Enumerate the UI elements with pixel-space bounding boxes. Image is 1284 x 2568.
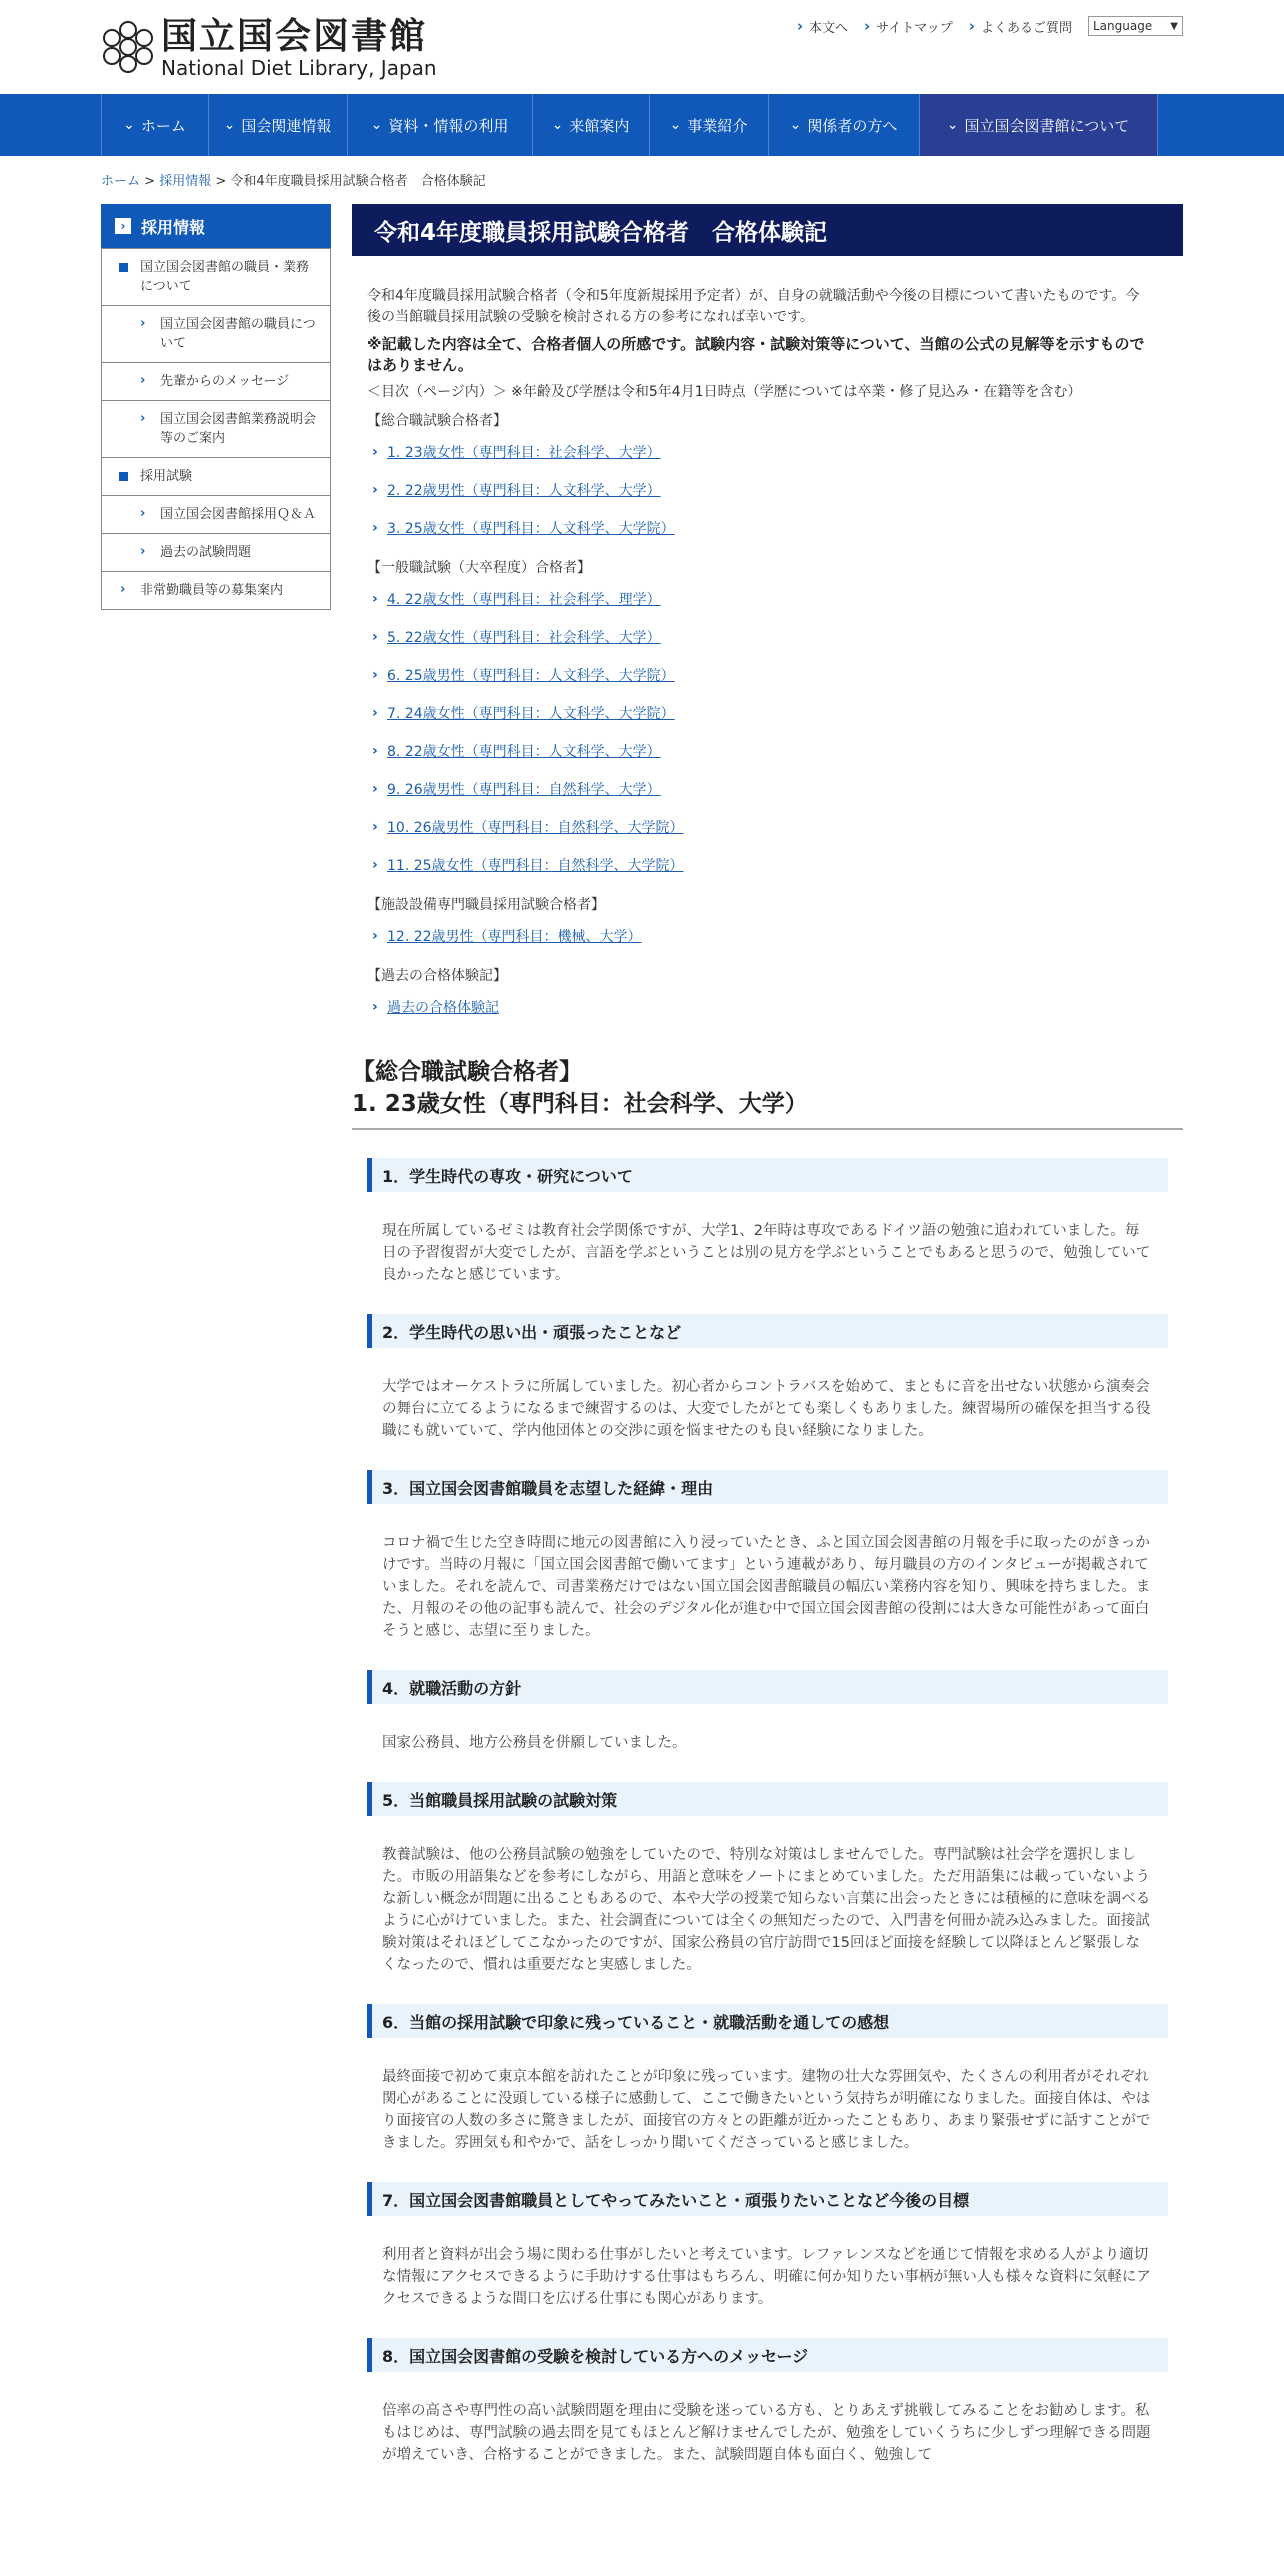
nav-projects[interactable]: ⌄ 事業紹介 [650, 94, 769, 156]
answer-text: コロナ禍で生じた空き時間に地元の図書館に入り浸っていたとき、ふと国立国会図書館の月報を手に取ったのがきっかけです。当時の月報に「国立国会図書館で働いてます」という連載があり、毎月職員の方のインタビューが掲載されていました。それを読んで、司書業務だけではない国立国会図書館職員の幅広い業務内容を知り、興味を持ちました。また、月報のその他の記事も読んで、社会のデジタル化が進む中で国立国会図書館の役割には大きな可能性があって面白そうと感じ、志望に至りました。 [382, 1535, 1151, 1639]
chevron-right-icon: › [115, 218, 131, 234]
toc-group-heading: 【過去の合格体験記】 [367, 968, 507, 984]
toc-group-heading: 【総合職試験合格者】 [367, 413, 507, 429]
toc-link[interactable]: 過去の合格体験記 [387, 1000, 499, 1016]
toc-link[interactable]: 11. 25歳女性（専門科目：自然科学、大学院） [387, 858, 684, 874]
answer-text: 教養試験は、他の公務員試験の勉強をしていたので、特別な対策はしませんでした。専門試験は社会学を選択しました。市販の用語集などを参考にしながら、用語と意味をノートにまとめていました。ただ用語集には載っていないような新しい概念が問題に出ることもあるので、本や大学の授業で知らない言葉に出会ったときには積極的に意味を調べるように心がけていました。また、社会調査については全くの無知だったので、入門書を何冊か読み込みました。面接試験対策はそれほどしてこなかったのですが、国家公務員の官庁訪問で15回ほど面接を経験して以降ほとんど緊張しなくなったので、慣れは重要だなと実感しました。 [382, 1847, 1151, 1973]
toc-link[interactable]: 3. 25歳女性（専門科目：人文科学、大学院） [387, 521, 675, 537]
question-heading: 1．学生時代の専攻・研究について [367, 1158, 1168, 1192]
toc-note: ＜目次（ページ内）＞ ※年齢及び学歴は令和5年4月1日時点（学歴については卒業・修了見込み・在籍等を含む） [367, 384, 1082, 400]
toc-item [367, 520, 1153, 539]
toc-item [367, 705, 1153, 724]
emblem-icon [101, 20, 155, 74]
toc-list [367, 928, 1153, 947]
toc-link[interactable]: 2. 22歳男性（専門科目：人文科学、大学） [387, 483, 661, 499]
toc-link[interactable]: 9. 26歳男性（専門科目：自然科学、大学） [387, 782, 661, 798]
toc-item [367, 999, 1153, 1018]
question-heading: 6．当館の採用試験で印象に残っていること・就職活動を通しての感想 [367, 2004, 1168, 2038]
section-heading [352, 1056, 1183, 1130]
chevron-down-icon: ⌄ [551, 117, 564, 133]
question-heading: 3．国立国会図書館職員を志望した経緯・理由 [367, 1470, 1168, 1504]
question-heading: 7．国立国会図書館職員としてやってみたいこと・頑張りたいことなど今後の目標 [367, 2182, 1168, 2216]
sidebar-item-senior-messages[interactable]: › 先輩からのメッセージ [102, 362, 330, 400]
chevron-down-icon: ⌄ [370, 117, 383, 133]
nav-visit[interactable]: ⌄ 来館案内 [533, 94, 650, 156]
language-select-label: Language [1093, 19, 1153, 33]
chevron-down-icon: ⌄ [946, 117, 959, 133]
site-logo[interactable] [101, 16, 481, 82]
nav-resources[interactable]: ⌄ 資料・情報の利用 [348, 94, 533, 156]
question-heading: 2．学生時代の思い出・頑張ったことなど [367, 1314, 1168, 1348]
toc-link[interactable]: 1. 23歳女性（専門科目：社会科学、大学） [387, 445, 661, 461]
answer-text: 最終面接で初めて東京本館を訪れたことが印象に残っています。建物の壮大な雰囲気や、たくさんの利用者がそれぞれ関心があることに没頭している様子に感動して、ここで働きたいという気持ちが明確になりました。面接自体は、やはり面接官の人数の多さに驚きましたが、面接官の方々との距離が近かったこともあり、あまり緊張せずに話すことができました。雰囲気も和やかで、話をしっかり聞いてくださっていると感じました。 [382, 2069, 1151, 2151]
answer-text: 大学ではオーケストラに所属していました。初心者からコントラバスを始めて、まともに音を出せない状態から演奏会の舞台に立てるようになるまで練習するのは、大変でしたがとても楽しくもありました。練習場所の確保を担当する役職にも就いていて、学内他団体との交渉に頭を悩ませたのも良い経験になりました。 [382, 1379, 1151, 1439]
answer-text: 倍率の高さや専門性の高い試験問題を理由に受験を迷っている方も、とりあえず挑戦してみることをお勧めします。私もはじめは、専門試験の過去問を見てもほとんど解けませんでしたが、勉強をしていくうちに少しずつ理解できる問題が増えていき、合格することができました。また、試験問題自体も面白く、勉強して [382, 2403, 1151, 2463]
sidebar-item-faq[interactable]: › 国立国会図書館採用Ｑ＆Ａ [102, 495, 330, 533]
sidebar-item-about-staff[interactable]: › 国立国会図書館の職員について [102, 305, 330, 362]
toc-item [367, 781, 1153, 800]
toc-link[interactable]: 4. 22歳女性（専門科目：社会科学、理学） [387, 592, 661, 608]
nav-about[interactable]: ⌄ 国立国会図書館について [920, 94, 1158, 156]
answer-text: 現在所属しているゼミは教育社会学関係ですが、大学1、2年時は専攻であるドイツ語の勉強に追われていました。毎日の予習復習が大変でしたが、言語を学ぶということは別の見方を学ぶということでもあると思うので、勉強していて良かったなと感じています。 [382, 1223, 1151, 1283]
sidebar [101, 204, 331, 610]
skip-to-content-link[interactable]: › 本文へ [797, 17, 848, 36]
faq-link[interactable]: › よくあるご質問 [969, 17, 1072, 36]
question-heading: 5．当館職員採用試験の試験対策 [367, 1782, 1168, 1816]
breadcrumb-separator: > [211, 174, 231, 189]
toc-item [367, 629, 1153, 648]
sidebar-item-staff-work[interactable]: 国立国会図書館の職員・業務について [102, 248, 330, 305]
breadcrumb [101, 156, 1183, 190]
sidebar-item-exam[interactable]: 採用試験 [102, 457, 330, 495]
intro-text: 令和4年度職員採用試験合格者（令和5年度新規採用予定者）が、自身の就職活動や今後の目標について書いたものです。今後の当館職員採用試験の受験を検討される方の参考になれば幸いです。 [367, 288, 1140, 325]
utility-links [781, 16, 1183, 36]
main-content [352, 204, 1183, 2466]
intro-disclaimer: ※記載した内容は全て、合格者個人の所感です。試験内容・試験対策等について、当館の公式の見解等を示すものではありません。 [367, 335, 1145, 374]
toc-item [367, 743, 1153, 762]
answer-text: 利用者と資料が出会う場に関わる仕事がしたいと考えています。レファレンスなどを通じて情報を求める人がより適切な情報にアクセスできるように手助けする仕事はもちろん、明確に何か知りたい事柄が無い人も様々な資料に気軽にアクセスできるような間口を広げる仕事にも関心があります。 [382, 2247, 1151, 2307]
language-select[interactable] [1088, 16, 1183, 36]
global-nav [0, 94, 1284, 156]
chevron-down-icon: ⌄ [669, 117, 682, 133]
sidebar-item-briefings[interactable]: › 国立国会図書館業務説明会等のご案内 [102, 400, 330, 457]
toc-item [367, 857, 1153, 876]
toc-group-heading: 【施設設備専門職員採用試験合格者】 [367, 897, 605, 913]
toc-item [367, 928, 1153, 947]
toc-item [367, 444, 1153, 463]
breadcrumb-recruit-link[interactable]: 採用情報 [159, 174, 212, 189]
question-heading: 8．国立国会図書館の受験を検討している方へのメッセージ [367, 2338, 1168, 2372]
toc-link[interactable]: 12. 22歳男性（専門科目：機械、大学） [387, 929, 642, 945]
chevron-down-icon: ⌄ [789, 117, 802, 133]
toc-item [367, 819, 1153, 838]
chevron-down-icon: ▼ [1170, 20, 1178, 32]
toc-link[interactable]: 8. 22歳女性（専門科目：人文科学、大学） [387, 744, 661, 760]
sitemap-link[interactable]: › サイトマップ [864, 17, 953, 36]
site-header [0, 0, 1284, 94]
logo-japanese: 国立国会図書館 [161, 15, 428, 57]
toc-link[interactable]: 5. 22歳女性（専門科目：社会科学、大学） [387, 630, 661, 646]
nav-stakeholders[interactable]: ⌄ 関係者の方へ [769, 94, 920, 156]
nav-home[interactable]: ⌄ ホーム [102, 94, 209, 156]
toc-link[interactable]: 6. 25歳男性（専門科目：人文科学、大学院） [387, 668, 675, 684]
toc-item [367, 482, 1153, 501]
sidebar-item-part-time[interactable]: › 非常勤職員等の募集案内 [102, 571, 330, 609]
sidebar-item-past-exams[interactable]: › 過去の試験問題 [102, 533, 330, 571]
section-group-title: 【総合職試験合格者】 [352, 1059, 582, 1085]
breadcrumb-separator: > [140, 174, 160, 189]
sidebar-title[interactable]: › 採用情報 [101, 204, 331, 248]
logo-english: National Diet Library, Japan [161, 56, 437, 80]
toc-group-heading: 【一般職試験（大卒程度）合格者】 [367, 560, 591, 576]
toc-list [367, 444, 1153, 539]
chevron-down-icon: ⌄ [123, 117, 135, 133]
section-person-title: 1. 23歳女性（専門科目：社会科学、大学） [352, 1091, 808, 1117]
toc-link[interactable]: 7. 24歳女性（専門科目：人文科学、大学院） [387, 706, 675, 722]
toc-list [367, 591, 1153, 876]
intro [352, 256, 1183, 1018]
question-heading: 4．就職活動の方針 [367, 1670, 1168, 1704]
breadcrumb-home-link[interactable]: ホーム [101, 174, 141, 189]
answer-text: 国家公務員、地方公務員を併願していました。 [382, 1735, 687, 1751]
breadcrumb-current: 令和4年度職員採用試験合格者 合格体験記 [230, 174, 486, 189]
nav-diet-info[interactable]: ⌄ 国会関連情報 [209, 94, 348, 156]
page-title: 令和4年度職員採用試験合格者 合格体験記 [352, 204, 1183, 256]
toc-item [367, 591, 1153, 610]
toc-link[interactable]: 10. 26歳男性（専門科目：自然科学、大学院） [387, 820, 684, 836]
toc-list [367, 999, 1153, 1018]
chevron-down-icon: ⌄ [223, 117, 236, 133]
toc-item [367, 667, 1153, 686]
